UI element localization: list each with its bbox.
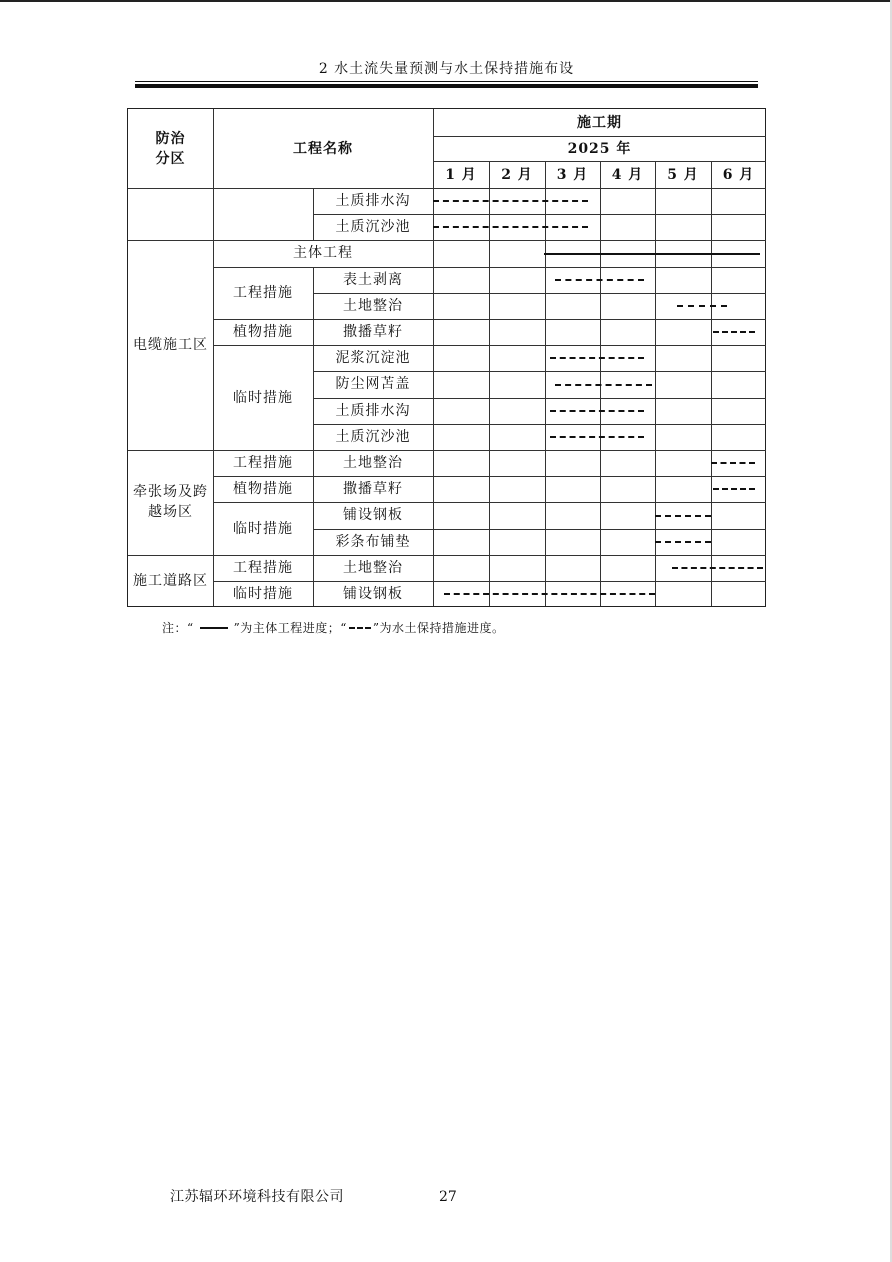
item-land-remediation: 土地整治	[343, 559, 403, 576]
grid-hline	[128, 188, 766, 189]
footer-company: 江苏辐环环境科技有限公司	[170, 1189, 344, 1205]
category-tension-engineering: 工程措施	[233, 455, 293, 472]
header-year: 2025 年	[567, 140, 632, 157]
item-drainage-ditch: 土质排水沟	[335, 193, 411, 210]
soil-conservation-progress-bar	[550, 357, 644, 359]
legend-note-prefix: 注：“	[162, 621, 194, 635]
category-cable-engineering: 工程措施	[233, 284, 293, 301]
category-road-temporary: 临时措施	[233, 586, 293, 603]
soil-conservation-progress-bar	[444, 593, 655, 595]
soil-conservation-progress-bar	[713, 331, 755, 333]
category-tension-temporary: 临时措施	[233, 520, 293, 537]
header-month-1: 1 月	[445, 166, 477, 183]
header-month-5: 5 月	[667, 166, 699, 183]
page-header-title: 2 水土流失量预测与水土保持措施布设	[318, 61, 575, 77]
header-period: 施工期	[577, 114, 622, 131]
item-grass-seeding: 撒播草籽	[343, 324, 403, 341]
soil-conservation-progress-bar	[550, 436, 644, 438]
grid-hline	[313, 293, 766, 294]
soil-conservation-progress-bar	[555, 384, 652, 386]
soil-conservation-progress-bar	[550, 410, 644, 412]
soil-conservation-progress-bar	[677, 305, 727, 307]
soil-conservation-progress-bar	[655, 515, 711, 517]
grid-hline	[213, 476, 766, 477]
grid-hline	[313, 398, 766, 399]
grid-hline	[213, 345, 766, 346]
soil-conservation-progress-bar	[713, 488, 755, 490]
zone-construction-road: 施工道路区	[133, 572, 208, 589]
item-land-remediation: 土地整治	[343, 455, 403, 472]
grid-hline	[213, 267, 766, 268]
item-steel-plate: 铺设钢板	[343, 586, 403, 603]
grid-vline	[655, 161, 656, 606]
item-sediment-pond: 土质沉沙池	[335, 428, 411, 445]
grid-hline	[213, 502, 766, 503]
grid-hline	[433, 136, 766, 137]
zone-tension-crossing	[128, 450, 213, 555]
grid-vline	[711, 161, 712, 606]
item-steel-plate: 铺设钢板	[343, 507, 403, 524]
item-topsoil-stripping: 表土剥离	[343, 271, 403, 288]
zone-tension-crossing-text: 牵张场及跨越场区	[133, 484, 208, 521]
header-month-3: 3 月	[556, 166, 589, 183]
item-tarp-cover: 彩条布铺垫	[335, 533, 411, 550]
soil-conservation-progress-bar	[672, 567, 764, 569]
item-sediment-pond: 土质沉沙池	[335, 219, 411, 236]
legend-note	[162, 619, 505, 637]
grid-hline	[213, 581, 766, 582]
main-project-progress-bar	[544, 253, 760, 255]
grid-hline	[433, 161, 766, 162]
grid-hline	[128, 555, 766, 556]
grid-hline	[128, 240, 766, 241]
grid-hline	[313, 214, 766, 215]
header-zone-text: 防治分区	[155, 130, 186, 167]
soil-conservation-progress-bar	[433, 200, 588, 202]
header-month-6: 6 月	[722, 166, 755, 183]
item-land-remediation: 土地整治	[343, 297, 403, 314]
header-project-name: 工程名称	[293, 140, 353, 157]
soil-conservation-progress-bar	[555, 279, 644, 281]
category-cable-temporary: 临时措施	[233, 389, 293, 406]
item-grass-seeding: 撒播草籽	[343, 481, 403, 498]
category-road-engineering: 工程措施	[233, 559, 293, 576]
category-cable-vegetation: 植物措施	[233, 324, 293, 341]
grid-hline	[213, 319, 766, 320]
soil-conservation-progress-bar	[711, 462, 755, 464]
grid-vline	[433, 109, 434, 606]
item-main-project: 主体工程	[293, 245, 353, 262]
header-rule-thin	[135, 81, 758, 82]
header-rule-thick	[135, 84, 758, 88]
page-top-border	[0, 0, 892, 2]
soil-conservation-progress-bar	[655, 541, 711, 543]
header-zone	[128, 109, 213, 188]
item-dust-net-cover: 防尘网苫盖	[335, 376, 411, 393]
grid-hline	[313, 424, 766, 425]
legend-note-dash-desc: ”为水土保持措施进度。	[372, 621, 505, 635]
grid-hline	[313, 371, 766, 372]
legend-solid-line	[200, 627, 228, 629]
grid-hline	[313, 529, 766, 530]
grid-vline	[213, 109, 214, 606]
header-month-2: 2 月	[501, 166, 533, 183]
zone-cable-construction: 电缆施工区	[133, 337, 208, 354]
legend-dashed-line	[349, 627, 371, 629]
soil-conservation-progress-bar	[433, 226, 588, 228]
item-drainage-ditch: 土质排水沟	[335, 402, 411, 419]
category-tension-vegetation: 植物措施	[233, 481, 293, 498]
header-month-4: 4 月	[611, 166, 644, 183]
construction-schedule-table	[127, 108, 766, 607]
footer-page-number: 27	[439, 1189, 457, 1205]
legend-note-solid-desc: ”为主体工程进度；“	[233, 621, 347, 635]
grid-hline	[128, 450, 766, 451]
item-mud-settling-pond: 泥浆沉淀池	[335, 350, 411, 367]
